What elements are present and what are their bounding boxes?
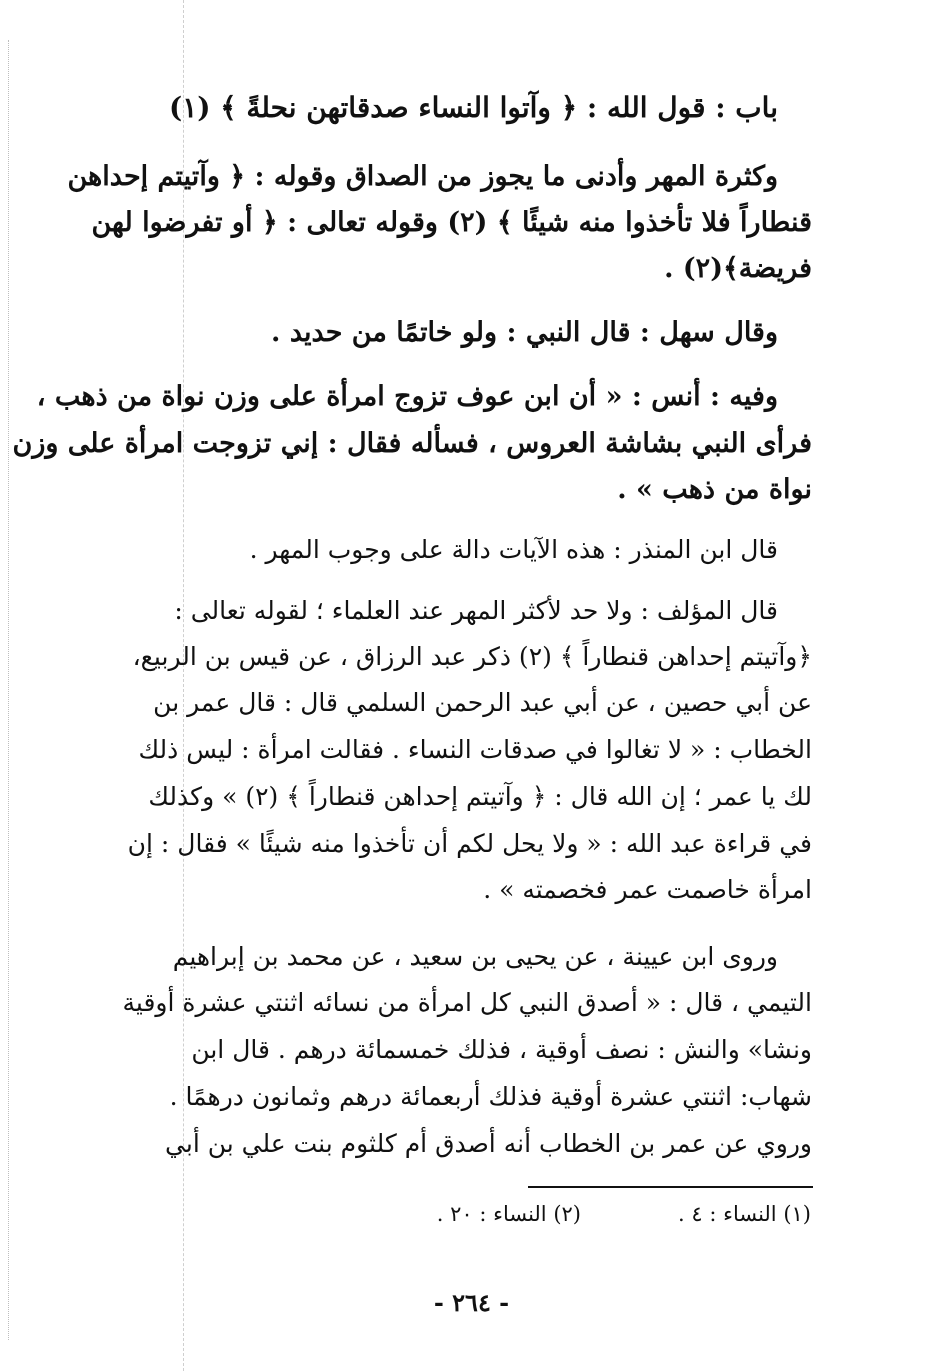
text-line: قال ابن المنذر : هذه الآيات دالة على وجوب المهر . [249, 535, 778, 564]
text-line: وروي عن عمر بن الخطاب أنه أصدق أم كلثوم بنت علي بن أبي [165, 1129, 812, 1158]
text-line: وكثرة المهر وأدنى ما يجوز من الصداق وقوله : ﴿ وآتيتم إحداهن [67, 161, 778, 192]
text-line: الخطاب : « لا تغالوا في صدقات النساء . فقالت امرأة : ليس ذلك [138, 735, 812, 764]
text-line: عن أبي حصين ، عن أبي عبد الرحمن السلمي قال : قال عمر بن [153, 688, 812, 717]
chapter-heading: باب : قول الله : ﴿ وآتوا النساء صدقاتهن نحلةً ﴾ (١) [168, 91, 778, 124]
text-line: شهاب: اثنتي عشرة أوقية فذلك أربعمائة درهم وثمانون درهمًا . [169, 1082, 812, 1111]
text-line: وقال سهل : قال النبي : ولو خاتمًا من حديد . [271, 317, 778, 348]
text-line: وفيه : أنس : « أن ابن عوف تزوج امرأة على وزن نواة من ذهب ، [36, 381, 778, 412]
text-line: قال المؤلف : ولا حد لأكثر المهر عند العلماء ؛ لقوله تعالى : [174, 596, 778, 625]
page-number: - ٢٦٤ - [433, 1288, 510, 1317]
footnote-1: (١) النساء : ٤ . [678, 1202, 811, 1226]
text-line: ﴿وآتيتم إحداهن قنطاراً ﴾ (٢) ذكر عبد الرزاق ، عن قيس بن الربيع، [132, 642, 812, 671]
text-line: التيمي ، قال : « أصدق النبي كل امرأة من نسائه اثنتي عشرة أوقية [122, 988, 812, 1017]
text-line: امرأة خاصمت عمر فخصمته » . [483, 875, 812, 904]
footnote-2: (٢) النساء : ٢٠ . [436, 1202, 581, 1226]
text-line: نواة من ذهب » . [617, 474, 812, 505]
text-line: وروى ابن عيينة ، عن يحيى بن سعيد ، عن محمد بن إبراهيم [172, 942, 778, 971]
footnote-separator [528, 1186, 813, 1188]
scan-edge-line [8, 40, 9, 1340]
text-line: لك يا عمر ؛ إن الله قال : ﴿ وآتيتم إحداهن قنطاراً ﴾ (٢) » وكذلك [148, 782, 812, 811]
text-line: قنطاراً فلا تأخذوا منه شيئًا ﴾ (٢) وقوله تعالى : ﴿ أو تفرضوا لهن [91, 207, 812, 238]
text-line: في قراءة عبد الله : « ولا يحل لكم أن تأخذوا منه شيئًا » فقال : إن [127, 829, 812, 858]
text-line: فريضة﴾(٢) . [664, 253, 812, 284]
text-line: ونشا» والنش : نصف أوقية ، فذلك خمسمائة درهم . قال ابن [191, 1035, 812, 1064]
text-line: فرأى النبي بشاشة العروس ، فسأله فقال : إني تزوجت امرأة على وزن [12, 428, 812, 459]
